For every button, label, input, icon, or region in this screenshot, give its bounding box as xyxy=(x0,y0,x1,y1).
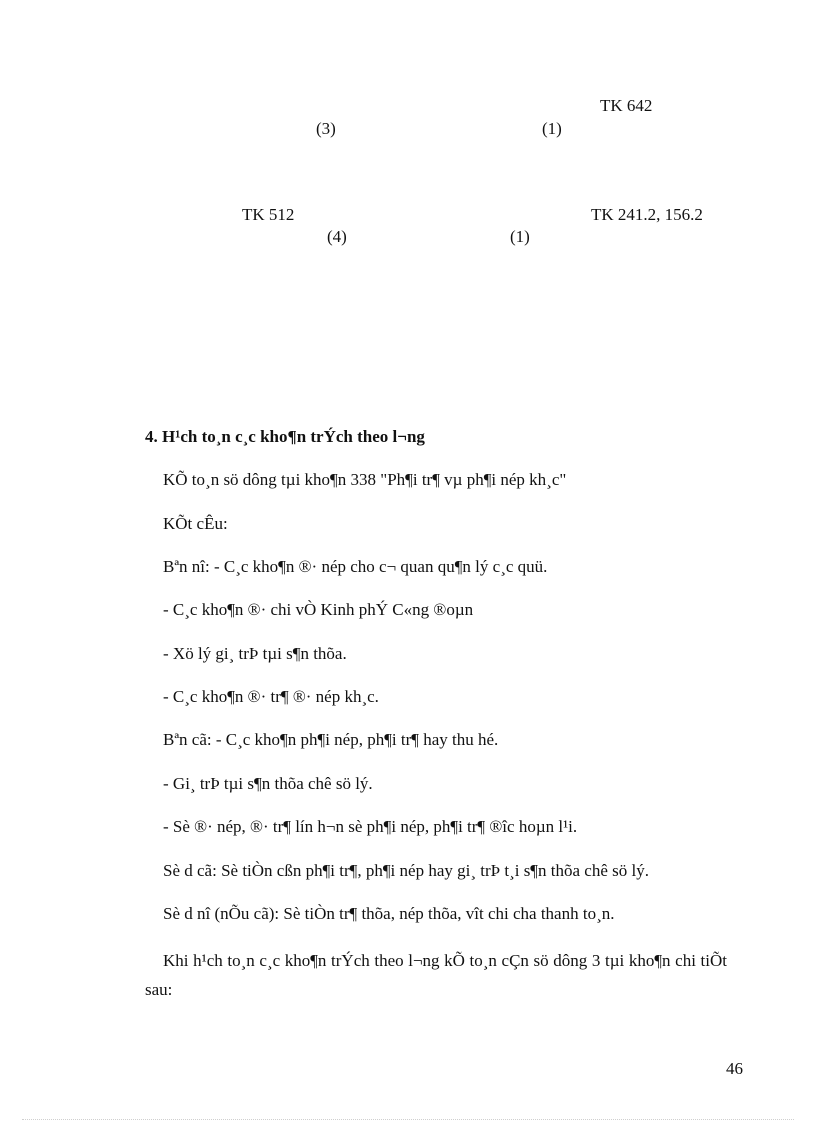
section-heading: 4. H¹ch to¸n c¸c kho¶n trÝch theo l¬ng xyxy=(145,427,425,446)
paragraph-credit-item-2: - Gi¸ trÞ tµi s¶n thõa chê sö lý. xyxy=(163,774,373,793)
page-number: 46 xyxy=(726,1059,743,1078)
paragraph-detail-accounts: Khi h¹ch to¸n c¸c kho¶n trÝch theo l¬ng kÕ to¸n cÇn sö dông 3 tµi kho¶n chi tiÕt sau: xyxy=(145,951,727,999)
entry-number-1b: (1) xyxy=(510,227,530,246)
paragraph-debit-item-2: - C¸c kho¶n ®· chi vÒ Kinh phÝ C«ng ®oµn xyxy=(163,600,474,619)
account-label-tk642: TK 642 xyxy=(600,96,653,115)
account-label-tk512: TK 512 xyxy=(242,205,295,224)
account-label-tk241: TK 241.2, 156.2 xyxy=(591,205,703,224)
page-bottom-divider xyxy=(22,1119,794,1120)
paragraph-credit-item-3: - Sè ®· nép, ®· tr¶ lín h¬n sè ph¶i nép, ph¶i tr¶ ®îc hoµn l¹i. xyxy=(163,817,578,836)
paragraph-debit-item-3: - Xö lý gi¸ trÞ tµi s¶n thõa. xyxy=(163,644,347,663)
entry-number-3: (3) xyxy=(316,119,336,138)
paragraph-debit-side: Bªn nî: - C¸c kho¶n ®· nép cho c¬ quan qu¶n lý c¸c quü. xyxy=(163,557,548,576)
entry-number-1a: (1) xyxy=(542,119,562,138)
paragraph-credit-balance: Sè d cã: Sè tiÒn cßn ph¶i tr¶, ph¶i nép hay gi¸ trÞ t¸i s¶n thõa chê sö lý. xyxy=(163,861,649,880)
paragraph-structure: KÕt cÊu: xyxy=(163,514,228,533)
paragraph-debit-balance: Sè d nî (nÕu cã): Sè tiÒn tr¶ thõa, nép thõa, vît chi cha thanh to¸n. xyxy=(163,904,615,923)
entry-number-4: (4) xyxy=(327,227,347,246)
paragraph-credit-side: Bªn cã: - C¸c kho¶n ph¶i nép, ph¶i tr¶ hay thu hé. xyxy=(163,730,499,749)
paragraph-account-338: KÕ to¸n sö dông tµi kho¶n 338 "Ph¶i tr¶ vµ ph¶i nép kh¸c" xyxy=(163,470,567,489)
paragraph-debit-item-4: - C¸c kho¶n ®· tr¶ ®· nép kh¸c. xyxy=(163,687,379,706)
